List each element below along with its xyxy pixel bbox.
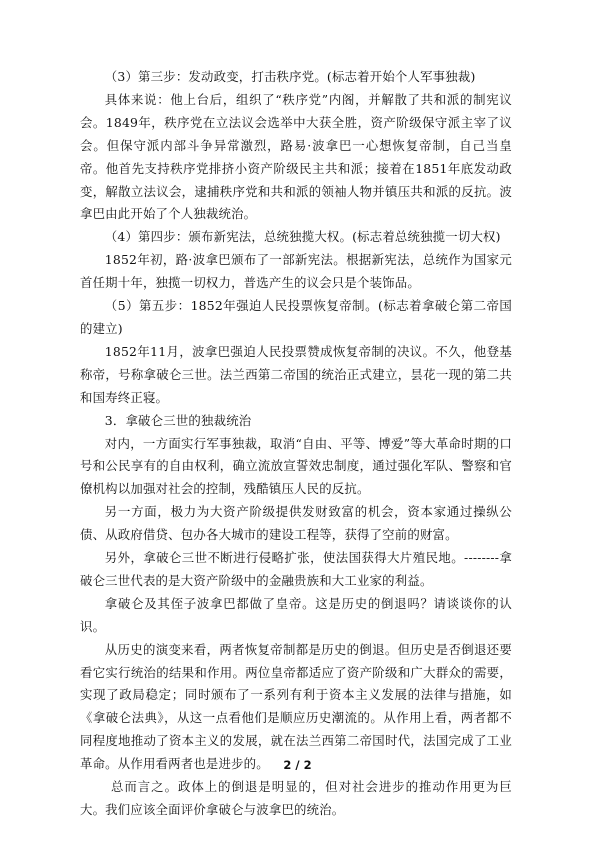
- bourgeoisie-paragraph: 另一方面，极力为大资产阶级提供发财致富的机会，资本家通过操纵公债、从政府借贷、包办各大城市的建设工程等，获得了空前的财富。: [80, 504, 512, 543]
- page-number: 2 / 2: [283, 758, 312, 772]
- step-three-heading: （3）第三步：发动政变，打击秩序党。(标志着开始个人军事独裁): [104, 69, 476, 84]
- step-four-heading: （4）第四步：颁布新宪法，总统独揽大权。(标志着总统独揽一切大权): [104, 229, 501, 245]
- step-three-detail: 具体来说：他上台后，组织了“秩序党”内阁，并解散了共和派的制宪议会。1849年，秩序党在立法议会选举中大获全胜，资产阶级保守派主宰了议会。但保守派内部斗争异常激烈，路易·波拿巴一心想恢复帝制，自己当皇帝。他首先支持秩序党排挤小资产阶级民主共和派；接着在1851年底发动政变，解散立法议会，逮捕秩序党和共和派的领袖人物并镇压共和派的反抗。波拿巴由此开始了个人独裁统治。: [80, 91, 512, 222]
- expansion-paragraph: 另外，拿破仑三世不断进行侵略扩张，使法国获得大片殖民地。--------拿破仑三世代表的是大资产阶级中的金融贵族和大工业家的利益。: [80, 550, 512, 588]
- step-five-heading: （5）第五步：1852年强迫人民投票恢复帝制。(标志着拿破仑第二帝国的建立): [80, 298, 512, 336]
- step-four-detail: 1852年初，路·波拿巴颁布了一部新宪法。根据新宪法，总统作为国家元首任期十年，独揽一切权力，普选产生的议会只是个装饰品。: [80, 252, 512, 291]
- answer-paragraph: 从历史的演变来看，两者恢复帝制都是历史的倒退。但历史是否倒退还要看它实行统治的结果和作用。两位皇帝都适应了资产阶级和广大群众的需要，实现了政局稳定；同时颁布了一系列有利于资本主义发展的法律与措施，如《拿破仑法典》，从这一点看他们是顺应历史潮流的。从作用上看，两者都不同程度地推动了资本主义的发展，就在法兰西第二帝国时代，法国完成了工业革命。从作用看两者也是进步的。: [80, 641, 512, 772]
- question-paragraph: 拿破仑及其侄子波拿巴都做了皇帝。这是历史的倒退吗？请谈谈你的认识。: [80, 595, 512, 634]
- conclusion-paragraph: 总而言之。政体上的倒退是明显的，但对社会进步的推动作用更为巨大。我们应该全面评价拿破仑与波拿巴的统治。: [80, 779, 512, 817]
- document-body: [80, 66, 512, 822]
- step-five-detail: 1852年11月，波拿巴强迫人民投票赞成恢复帝制的决议。不久，他登基称帝，号称拿破仑三世。法兰西第二帝国的统治正式建立，昙花一现的第二共和国寿终正寝。: [80, 343, 512, 405]
- domestic-policy-paragraph: 对内，一方面实行军事独裁，取消“自由、平等、博爱”等大革命时期的口号和公民享有的自由权利，确立流放宣誓效忠制度，通过强化军队、警察和官僚机构以加强对社会的控制，残酷镇压人民的反抗。: [80, 435, 512, 497]
- section-three-heading: 3．拿破仑三世的独裁统治: [104, 412, 252, 428]
